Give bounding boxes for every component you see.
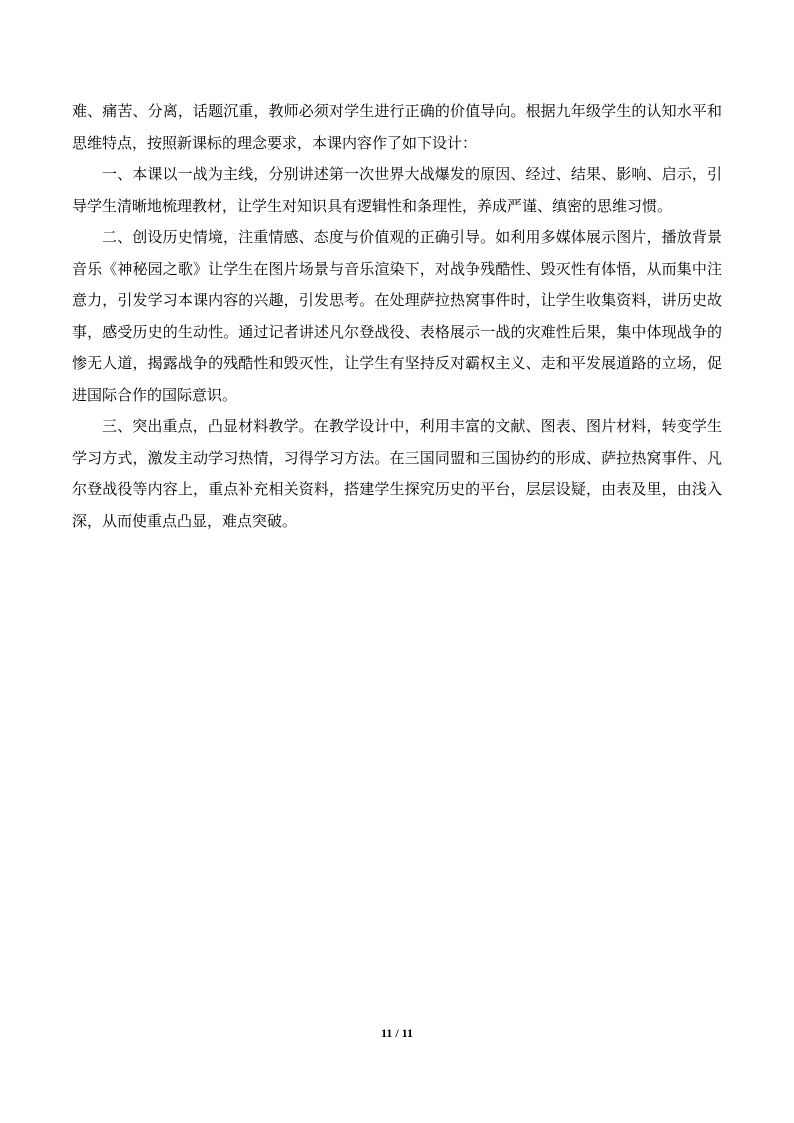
paragraph-design-point-2: 二、创设历史情境，注重情感、态度与价值观的正确引导。如利用多媒体展示图片，播放背景音乐《神秘园之歌》让学生在图片场景与音乐渲染下，对战争残酷性、毁灭性有体悟，从而集中注意力，引发学习本课内容的兴趣，引发思考。在处理萨拉热窝事件时，让学生收集资料，讲历史故事，感受历史的生动性。通过记者讲述凡尔登战役、表格展示一战的灾难性后果，集中体现战争的惨无人道，揭露战争的残酷性和毁灭性，让学生有坚持反对霸权主义、走和平发展道路的立场，促进国际合作的国际意识。 xyxy=(72,228,722,404)
document-body xyxy=(72,96,722,537)
paragraph-continuation: 难、痛苦、分离，话题沉重，教师必须对学生进行正确的价值导向。根据九年级学生的认知水平和思维特点，按照新课标的理念要求，本课内容作了如下设计： xyxy=(72,102,722,152)
paragraph-design-point-3: 三、突出重点，凸显材料教学。在教学设计中，利用丰富的文献、图表、图片材料，转变学生学习方式，激发主动学习热情，习得学习方法。在三国同盟和三国协约的形成、萨拉热窝事件、凡尔登战役等内容上，重点补充相关资料，搭建学生探究历史的平台，层层设疑，由表及里，由浅入深，从而使重点凸显，难点突破。 xyxy=(72,417,722,530)
page-number: 11 / 11 xyxy=(380,1026,413,1040)
paragraph-design-point-1: 一、本课以一战为主线，分别讲述第一次世界大战爆发的原因、经过、结果、影响、启示，引导学生清晰地梳理教材，让学生对知识具有逻辑性和条理性，养成严谨、缜密的思维习惯。 xyxy=(72,165,722,215)
